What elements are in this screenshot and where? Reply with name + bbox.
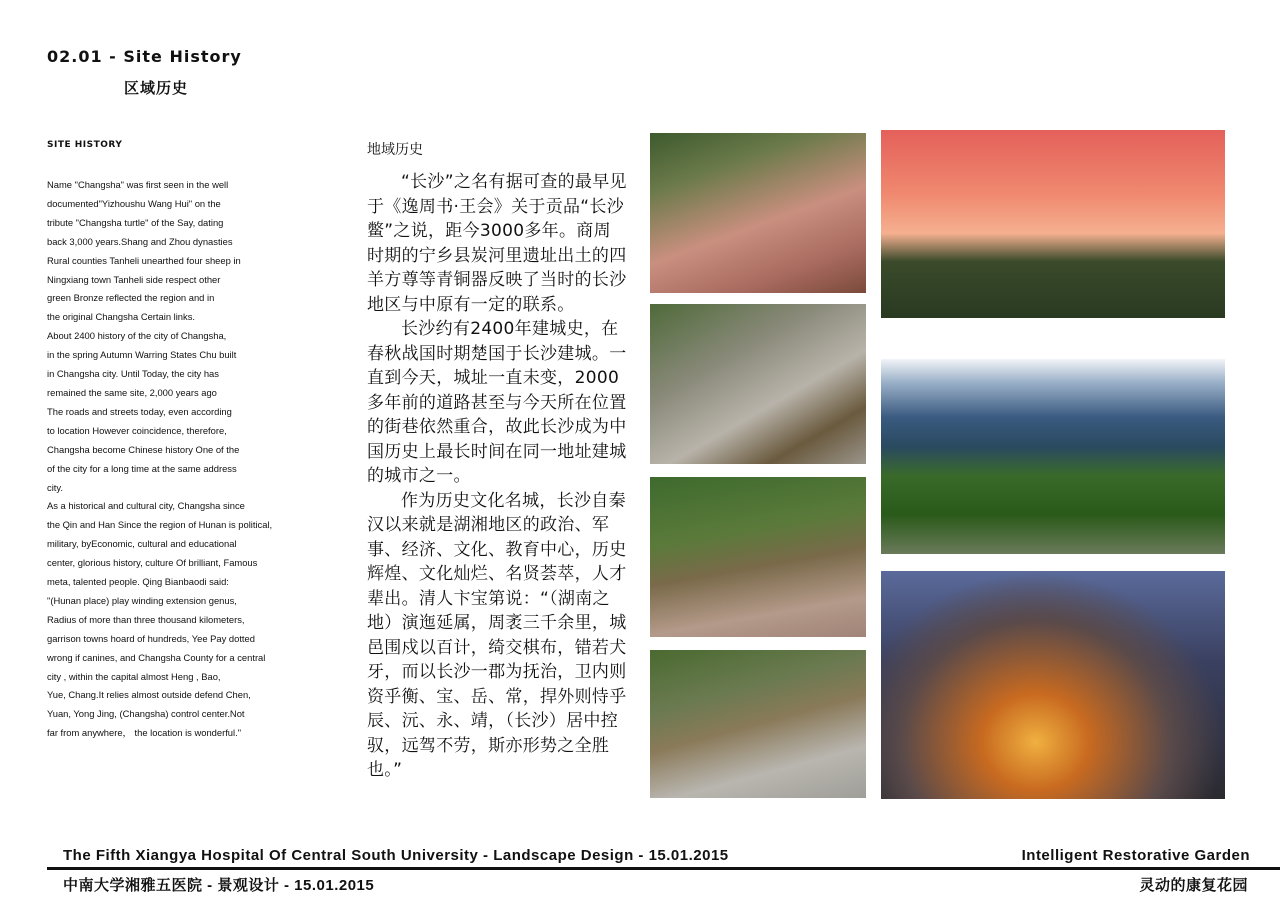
english-line: military, byEconomic, cultural and educational <box>47 538 237 550</box>
photo-pavilion-sunset <box>881 130 1225 318</box>
english-line: Name "Changsha" was first seen in the well <box>47 179 229 190</box>
photo-seated-statue <box>650 650 866 798</box>
english-line: wrong if canines, and Changsha County for a central <box>47 651 266 663</box>
english-line: in the spring Autumn Warring States Chu built <box>47 349 237 361</box>
photo-vendor-statues <box>650 304 866 464</box>
english-line: Rural counties Tanheli unearthed four sheep in <box>47 254 241 266</box>
english-line: meta, talented people. Qing Bianbaodi said: <box>47 576 229 588</box>
english-line: garrison towns hoard of hundreds, Yee Pay dotted <box>47 632 255 644</box>
page-subtitle: 区域历史 <box>124 79 189 97</box>
photo-city-night <box>881 571 1225 799</box>
chinese-heading: 地域历史 <box>367 142 423 158</box>
english-line: Yue, Chang.It relies almost outside defend Chen, <box>47 689 251 701</box>
english-line: the original Changsha Certain links. <box>47 311 195 323</box>
english-line: As a historical and cultural city, Changsha since <box>47 500 245 512</box>
english-line: documented"Yizhoushu Wang Hui" on the <box>47 197 221 209</box>
page-title: 02.01 - Site History <box>47 47 242 66</box>
english-line: Ningxiang town Tanheli side respect other <box>47 273 221 285</box>
english-line: far from anywhere， the location is wonderful." <box>47 727 242 739</box>
english-line: city. <box>47 481 63 493</box>
footer-project-title: The Fifth Xiangya Hospital Of Central South University - Landscape Design - 15.01.2015 <box>63 847 729 864</box>
english-heading: SITE HISTORY <box>47 140 123 150</box>
english-line: back 3,000 years.Shang and Zhou dynasties <box>47 235 233 247</box>
english-line: remained the same site, 2,000 years ago <box>47 386 217 398</box>
english-line: Radius of more than three thousand kilometers, <box>47 613 245 625</box>
chinese-paragraph: “长沙”之名有据可查的最早见于《逸周书·王会》关于贡品“长沙鳖”之说，距今3000多年。商周时期的宁乡县炭河里遗址出土的四羊方尊等青铜器反映了当时的长沙地区与中原有一定的联系。 <box>367 172 627 315</box>
english-line: city , within the capital almost Heng , Bao, <box>47 670 221 682</box>
footer-tagline-cn: 灵动的康复花园 <box>1139 877 1248 894</box>
english-line: of the city for a long time at the same address <box>47 462 237 474</box>
english-line: to location However coincidence, therefore, <box>47 424 227 436</box>
english-line: in Changsha city. Until Today, the city has <box>47 368 219 380</box>
english-text <box>47 176 352 743</box>
photo-street-statues <box>650 133 866 293</box>
footer-divider <box>47 867 1280 870</box>
english-line: Yuan, Yong Jing, (Changsha) control center.Not <box>47 708 245 720</box>
footer-tagline: Intelligent Restorative Garden <box>1021 847 1250 864</box>
english-line: the Qin and Han Since the region of Hunan is political, <box>47 519 273 531</box>
photo-mountain-terraces <box>881 359 1225 554</box>
english-line: "(Hunan place) play winding extension genus, <box>47 594 237 606</box>
english-line: center, glorious history, culture Of brilliant, Famous <box>47 557 258 569</box>
english-line: tribute "Changsha turtle" of the Say, dating <box>47 216 224 228</box>
chinese-paragraph: 长沙约有2400年建城史，在春秋战国时期楚国于长沙建城。一直到今天，城址一直未变，2000多年前的道路甚至与今天所在位置的街巷依然重合，故此长沙成为中国历史上最长时间在同一地址建城的城市之一。 <box>367 319 627 486</box>
chinese-paragraph: 作为历史文化名城，长沙自秦汉以来就是湖湘地区的政治、军事、经济、文化、教育中心，历史辉煌、文化灿烂、名贤荟萃，人才辈出。清人卞宝第说：“（湖南之地）演迤延属，周袤三千余里，城邑围戍以百计，绮交棋布，错若犬牙，而以长沙一郡为抚治，卫内则资乎衡、宝、岳、常，捍外则恃乎辰、沅、永、靖，（长沙）居中控驭，远驾不劳，斯亦形势之全胜也。” <box>367 490 627 780</box>
footer-project-title-cn: 中南大学湘雅五医院 - 景观设计 - 15.01.2015 <box>63 877 375 894</box>
chinese-text <box>367 170 627 783</box>
english-line: Changsha become Chinese history One of the <box>47 443 240 455</box>
english-line: The roads and streets today, even according <box>47 405 232 417</box>
photo-bronze-figures <box>650 477 866 637</box>
english-line: green Bronze reflected the region and in <box>47 292 215 304</box>
english-line: About 2400 history of the city of Changsha, <box>47 330 227 342</box>
